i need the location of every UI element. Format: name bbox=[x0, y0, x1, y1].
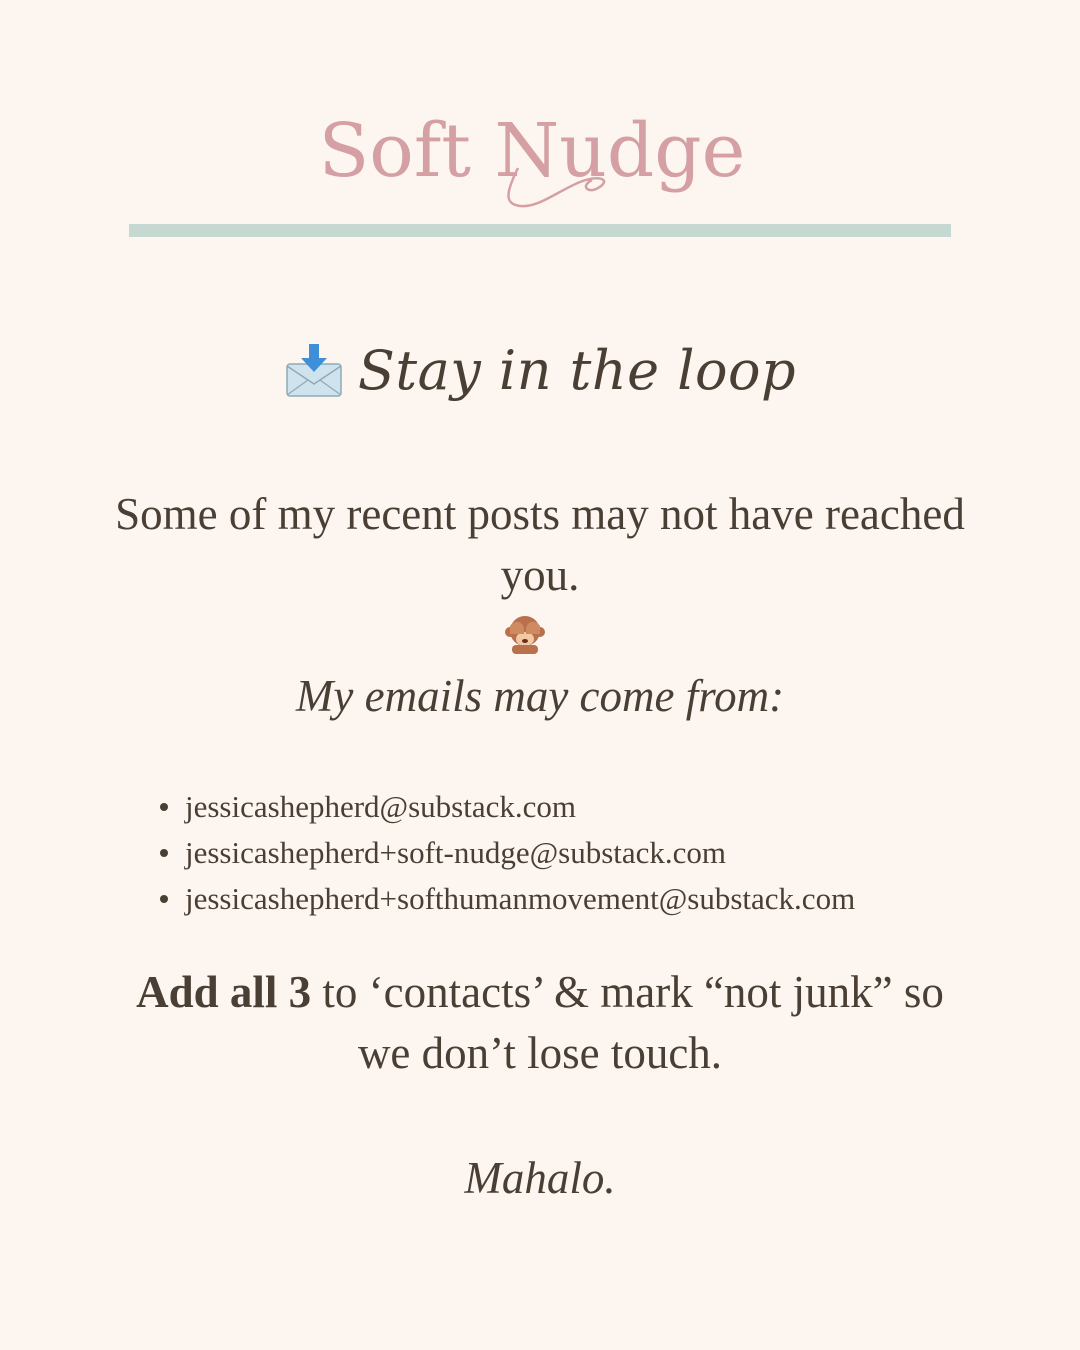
sender-email-item[interactable]: jessicashepherd@substack.com bbox=[160, 784, 960, 830]
see-no-evil-monkey-icon bbox=[504, 612, 546, 654]
call-to-action bbox=[130, 962, 950, 1084]
signoff-text: Mahalo. bbox=[464, 1153, 616, 1203]
brand-wordmark bbox=[0, 96, 1080, 226]
brand-title: Soft Nudge bbox=[318, 108, 746, 194]
cta-emphasis: Add all 3 bbox=[136, 967, 312, 1017]
heading-text: Stay in the loop bbox=[357, 338, 797, 402]
intro-text: Some of my recent posts may not have reached you. bbox=[115, 489, 965, 600]
cta-text: to ‘contacts’ & mark “not junk” so we don’t lose touch. bbox=[311, 967, 944, 1078]
brand-logo bbox=[0, 96, 1080, 226]
envelope-with-arrow-icon bbox=[284, 340, 344, 400]
header-divider bbox=[129, 224, 951, 237]
sender-email-item[interactable]: jessicashepherd+soft-nudge@substack.com bbox=[160, 830, 960, 876]
sender-email-list bbox=[160, 784, 960, 922]
sender-email-item[interactable]: jessicashepherd+softhumanmovement@substack.com bbox=[160, 876, 960, 922]
emails-from-label: My emails may come from: bbox=[295, 671, 785, 721]
section-heading bbox=[0, 330, 1080, 410]
